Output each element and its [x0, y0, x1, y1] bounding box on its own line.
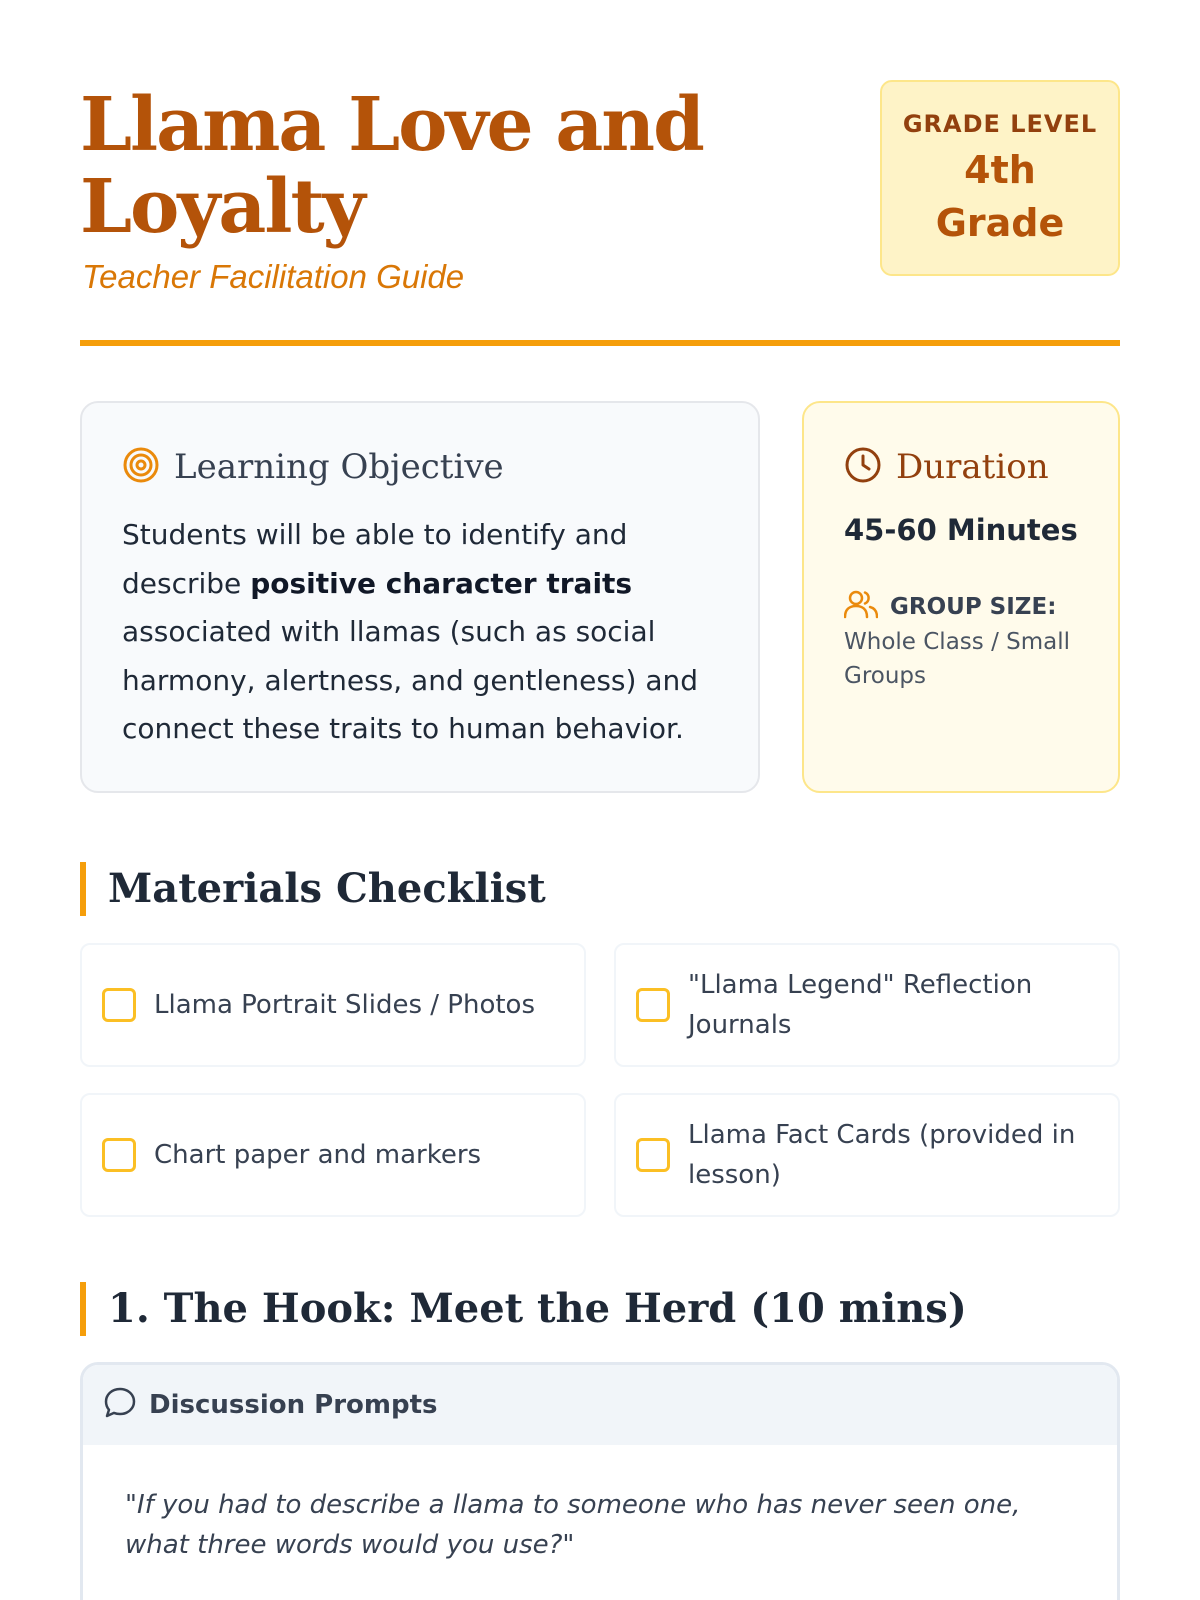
- grade-level-label: GRADE LEVEL: [902, 110, 1098, 138]
- checklist-item[interactable]: [614, 1093, 1120, 1217]
- page-header: [80, 80, 1120, 350]
- duration-heading: [844, 445, 1049, 489]
- clock-icon: [844, 446, 882, 489]
- users-icon: [844, 589, 878, 624]
- objective-text-start: Students will be able to identify and describe: [122, 518, 628, 600]
- objective-text-emphasis: positive character traits: [250, 566, 633, 600]
- checklist-item-label: Llama Fact Cards (provided in lesson): [688, 1120, 1076, 1190]
- header-divider: [80, 340, 1120, 346]
- duration-title: Duration: [896, 447, 1049, 487]
- learning-objective-title: Learning Objective: [174, 447, 504, 487]
- checkbox[interactable]: [636, 1138, 670, 1172]
- checklist-item-label: "Llama Legend" Reflection Journals: [688, 970, 1033, 1040]
- duration-card: [802, 401, 1120, 793]
- materials-checklist-heading: Materials Checklist: [80, 862, 546, 916]
- checklist-item[interactable]: [80, 943, 586, 1067]
- learning-objective-card: [80, 401, 760, 793]
- hook-section-heading: 1. The Hook: Meet the Herd (10 mins): [80, 1282, 967, 1336]
- learning-objective-heading: [122, 445, 504, 489]
- objective-text-end: associated with llamas (such as social harmony, alertness, and gentleness) and connect these traits to human behavior.: [122, 615, 699, 745]
- checkbox[interactable]: [102, 1138, 136, 1172]
- checklist-item-label: Chart paper and markers: [154, 1140, 482, 1170]
- discussion-prompts-box: [80, 1362, 1120, 1600]
- group-size-value: Whole Class / Small Groups: [844, 629, 1071, 689]
- checkbox[interactable]: [636, 988, 670, 1022]
- grade-level-badge: [880, 80, 1120, 276]
- target-icon: [122, 446, 160, 489]
- discussion-prompts-title: Discussion Prompts: [149, 1390, 438, 1420]
- page-title: Llama Love and Loyalty: [80, 82, 703, 250]
- group-size-label: GROUP SIZE:: [890, 593, 1057, 620]
- checklist-item[interactable]: [614, 943, 1120, 1067]
- duration-value: 45-60 Minutes: [844, 513, 1078, 547]
- chat-bubble-icon: [103, 1386, 137, 1425]
- group-size-row: [844, 589, 1056, 624]
- learning-objective-text: [122, 511, 722, 754]
- grade-level-value: 4th Grade: [935, 148, 1065, 245]
- lesson-page: [80, 0, 1120, 1600]
- page-subtitle: Teacher Facilitation Guide: [82, 258, 465, 295]
- checklist-item[interactable]: [80, 1093, 586, 1217]
- discussion-prompts-header: [83, 1365, 1117, 1445]
- checklist-item-label: Llama Portrait Slides / Photos: [154, 990, 536, 1020]
- checkbox[interactable]: [102, 988, 136, 1022]
- discussion-prompt: "If you had to describe a llama to someone who has never seen one, what three words would you use?": [125, 1490, 1021, 1560]
